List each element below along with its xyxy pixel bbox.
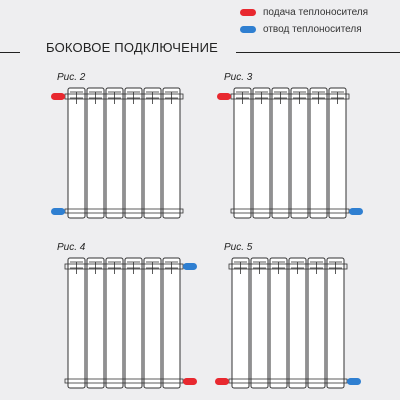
legend-label-return: отвод теплоносителя	[263, 24, 362, 35]
return-connection-icon	[183, 263, 197, 270]
radiator-section	[106, 258, 123, 388]
radiator-section	[272, 88, 289, 218]
figure-label-3: Рис. 3	[224, 72, 253, 83]
radiator-section	[234, 88, 251, 218]
supply-connection-icon	[215, 378, 229, 385]
radiator-section	[289, 258, 306, 388]
radiator-figure-4	[65, 258, 197, 388]
radiator-figure-5	[215, 258, 361, 388]
legend-label-supply: подача теплоносителя	[263, 7, 369, 18]
radiator-section	[144, 88, 161, 218]
radiator-figure-2	[51, 88, 183, 218]
radiator-section	[163, 88, 180, 218]
radiator-figure-3	[217, 88, 363, 218]
radiator-section	[163, 258, 180, 388]
radiator-section	[253, 88, 270, 218]
radiator-section	[310, 88, 327, 218]
supply-connection-icon	[217, 93, 231, 100]
radiator-section	[251, 258, 268, 388]
radiator-section	[270, 258, 287, 388]
figure-label-4: Рис. 4	[57, 242, 86, 253]
radiator-section	[291, 88, 308, 218]
radiator-section	[232, 258, 249, 388]
radiator-section	[106, 88, 123, 218]
radiator-section	[125, 258, 142, 388]
figure-label-2: Рис. 2	[57, 72, 86, 83]
radiator-section	[144, 258, 161, 388]
radiator-section	[125, 88, 142, 218]
section-title: БОКОВОЕ ПОДКЛЮЧЕНИЕ	[46, 40, 218, 55]
radiator-section	[308, 258, 325, 388]
return-connection-icon	[349, 208, 363, 215]
radiator-section	[87, 88, 104, 218]
return-connection-icon	[347, 378, 361, 385]
radiator-section	[327, 258, 344, 388]
radiator-section	[87, 258, 104, 388]
radiator-section	[329, 88, 346, 218]
radiator-section	[68, 258, 85, 388]
supply-connection-icon	[183, 378, 197, 385]
figure-label-5: Рис. 5	[224, 242, 253, 253]
supply-connection-icon	[51, 93, 65, 100]
return-connection-icon	[51, 208, 65, 215]
radiator-section	[68, 88, 85, 218]
